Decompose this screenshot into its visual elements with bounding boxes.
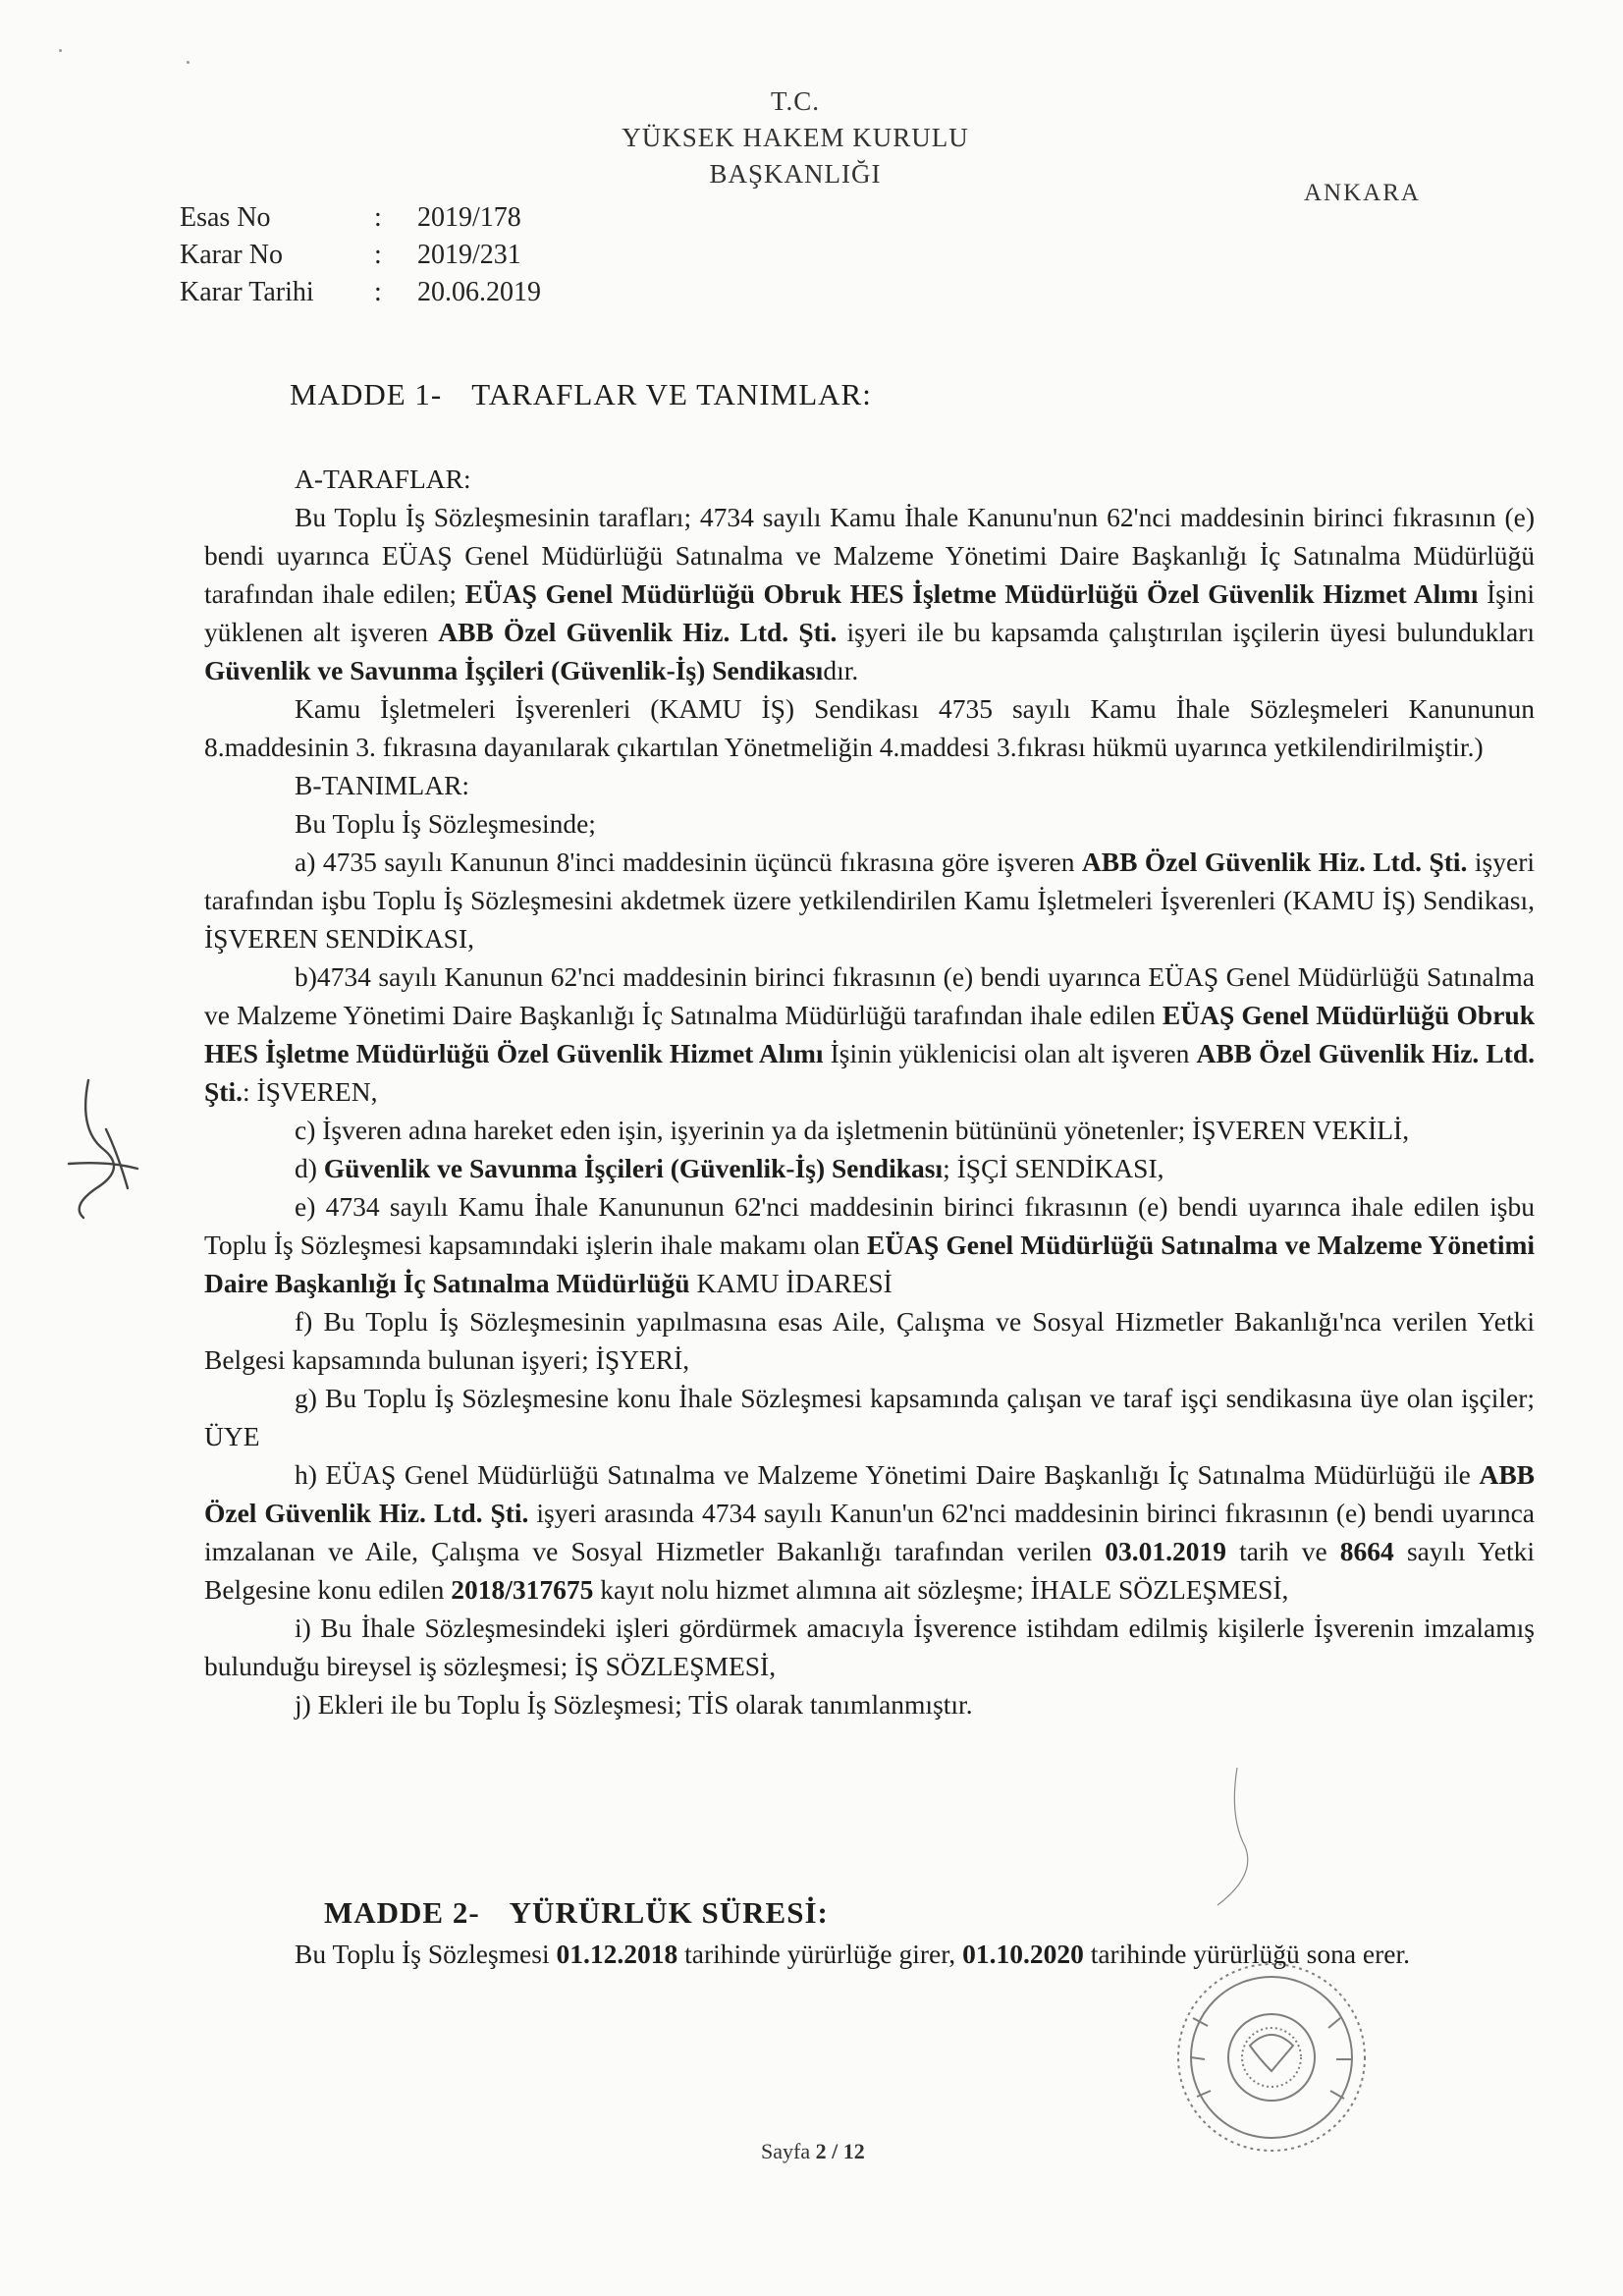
letterhead-line-2: YÜKSEK HAKEM KURULU: [622, 123, 969, 152]
definition-j: j) Ekleri ile bu Toplu İş Sözleşmesi; TİS olarak tanımlanmıştır.: [295, 1689, 973, 1720]
definition-c: c) İşveren adına hareket eden işin, işyerinin ya da işletmenin bütününü yönetenler; İŞVEREN VEKİLİ,: [295, 1115, 1410, 1145]
definition-h: [204, 1455, 1535, 1609]
page-prefix: Sayfa: [761, 2139, 816, 2163]
city-label: ANKARA: [1304, 180, 1421, 206]
handwritten-signature-icon: [59, 1070, 147, 1228]
article-2-title: YÜRÜRLÜK SÜRESİ:: [509, 1895, 829, 1930]
letterhead-line-3: BAŞKANLIĞI: [709, 159, 882, 189]
text-run: e) 4734 sayılı Kamu İhale Kanununun 62'nci maddesinin birinci fıkrasının (e) bendi uyarınca ihale edilen işbu Toplu İş Sözleşmesi kapsamındaki işlerin ihale makamı olan: [204, 1191, 1535, 1260]
bold-run: EÜAŞ Genel Müdürlüğü Obruk HES İşletme Müdürlüğü Özel Güvenlik Hizmet Alımı: [464, 578, 1479, 609]
bold-run: ABB Özel Güvenlik Hiz. Ltd. Şti.: [204, 1038, 1535, 1107]
official-seal-stamp-icon: [1134, 1949, 1389, 2165]
article-1-body: [204, 460, 1535, 1723]
meta-colon: :: [374, 202, 382, 233]
bold-run: 01.10.2020: [962, 1939, 1084, 1969]
letterhead: [550, 83, 1041, 192]
text-run: işyeri tarafından işbu Toplu İş Sözleşmesini akdetmek üzere yetkilendirilen Kamu İşletmeleri İşverenleri (KAMU İŞ) Sendikası, İŞVEREN SENDİKASI,: [204, 847, 1535, 954]
bold-run: EÜAŞ Genel Müdürlüğü Obruk HES İşletme Müdürlüğü Özel Güvenlik Hizmet Alımı: [204, 1000, 1535, 1068]
article-2-heading: [324, 1895, 829, 1931]
text-run: : İŞVEREN,: [242, 1076, 378, 1107]
text-run: KAMU İDARESİ: [689, 1268, 893, 1298]
bold-run: 03.01.2019: [1105, 1536, 1226, 1566]
text-run: işyeri arasında 4734 sayılı Kanun'un 62'nci maddesinin birinci fıkrasının (e) bendi uyarınca imzalanan ve Aile, Çalışma ve Sosyal Hizmetler Bakanlığı tarafından verilen: [204, 1498, 1535, 1566]
bold-run: EÜAŞ Genel Müdürlüğü Satınalma ve Malzeme Yönetimi Daire Başkanlığı İç Satınalma Müdürlüğü: [204, 1230, 1536, 1298]
definition-d: [204, 1149, 1535, 1187]
article-1-title: TARAFLAR VE TANIMLAR:: [471, 377, 872, 411]
authorization-paragraph: Kamu İşletmeleri İşverenleri (KAMU İŞ) Sendikası 4735 sayılı Kamu İhale Sözleşmeleri Kanununun 8.maddesinin 3. fıkrasına dayanılarak çıkartılan Yönetmeliğin 4.maddesi 3.fıkrası hükmü uyarınca yetkilendirilmiştir.): [204, 693, 1535, 762]
text-run: sayılı Yetki Belgesine konu edilen: [204, 1536, 1535, 1605]
bold-run: 2018/317675: [451, 1574, 594, 1605]
definition-b: [204, 957, 1535, 1111]
tarih-value: 20.06.2019: [417, 277, 541, 307]
meta-colon: :: [374, 240, 382, 270]
section-b-heading: B-TANIMLAR:: [295, 770, 470, 800]
definition-a: [204, 843, 1535, 957]
text-run: işyeri ile bu kapsamda çalıştırılan işçilerin üyesi bulundukları: [837, 617, 1535, 647]
bold-run: 01.12.2018: [556, 1939, 678, 1969]
text-run: Bu Toplu İş Sözleşmesi: [295, 1939, 557, 1969]
text-run: kayıt nolu hizmet alımına ait sözleşme; İHALE SÖZLEŞMESİ,: [593, 1574, 1289, 1605]
bold-run: ABB Özel Güvenlik Hiz. Ltd. Şti.: [204, 1459, 1535, 1528]
parties-paragraph: [204, 498, 1535, 689]
text-run: tarih ve: [1226, 1536, 1340, 1566]
definitions-intro: Bu Toplu İş Sözleşmesinde;: [295, 808, 596, 839]
scan-speck: [59, 49, 62, 52]
karar-value: 2019/231: [417, 240, 521, 270]
text-run: d): [295, 1153, 324, 1183]
text-run: tarihinde yürürlüğü sona erer.: [1083, 1939, 1411, 1969]
text-run: dır.: [823, 655, 859, 685]
bold-run: 8664: [1339, 1536, 1394, 1566]
meta-colon: :: [374, 277, 382, 307]
case-meta: [180, 199, 541, 311]
text-run: h) EÜAŞ Genel Müdürlüğü Satınalma ve Malzeme Yönetimi Daire Başkanlığı İç Satınalma Müdürlüğü ile: [295, 1459, 1480, 1490]
definition-e: [204, 1187, 1535, 1302]
page-count: 2 / 12: [815, 2139, 865, 2163]
article-1-number: MADDE 1-: [290, 377, 443, 411]
text-run: a) 4735 sayılı Kanunun 8'inci maddesinin üçüncü fıkrasına göre işveren: [295, 847, 1082, 877]
article-2-number: MADDE 2-: [324, 1895, 480, 1930]
text-run: b)4734 sayılı Kanunun 62'nci maddesinin birinci fıkrasının (e) bendi uyarınca EÜAŞ Genel Müdürlüğü Satınalma ve Malzeme Yönetimi Daire Başkanlığı İç Satınalma Müdürlüğü tarafından ihale edilen: [204, 961, 1535, 1030]
definition-g: g) Bu Toplu İş Sözleşmesine konu İhale Sözleşmesi kapsamında çalışan ve taraf işçi sendikasına üye olan işçiler; ÜYE: [204, 1383, 1535, 1451]
text-run: ; İŞÇİ SENDİKASI,: [943, 1153, 1164, 1183]
text-run: Bu Toplu İş Sözleşmesinin tarafları; 4734 sayılı Kamu İhale Kanunu'nun 62'nci maddesinin birinci fıkrasının (e) bendi uyarınca EÜAŞ Genel Müdürlüğü Satınalma ve Malzeme Yönetimi Daire Başkanlığı İç Satınalma Müdürlüğü tarafından ihale edilen;: [204, 502, 1535, 609]
page-number: [761, 2139, 865, 2164]
meta-row-esas: [180, 199, 541, 237]
text-run: İşinin yüklenicisi olan alt işveren: [823, 1038, 1197, 1068]
bold-run: Güvenlik ve Savunma İşçileri (Güvenlik-İş) Sendikası: [204, 655, 824, 685]
pen-mark-icon: [1188, 1758, 1296, 1915]
article-1-heading: [290, 377, 872, 412]
text-run: İşini yüklenen alt işveren: [204, 578, 1536, 647]
definition-f: f) Bu Toplu İş Sözleşmesinin yapılmasına esas Aile, Çalışma ve Sosyal Hizmetler Bakanlığı'nca verilen Yetki Belgesi kapsamında bulunan işyeri; İŞYERİ,: [204, 1306, 1535, 1375]
tarih-label: Karar Tarihi: [180, 277, 314, 307]
bold-run: Güvenlik ve Savunma İşçileri (Güvenlik-İş) Sendikası: [323, 1153, 944, 1183]
scan-speck: [187, 61, 189, 64]
bold-run: ABB Özel Güvenlik Hiz. Ltd. Şti.: [438, 617, 838, 647]
bold-run: ABB Özel Güvenlik Hiz. Ltd. Şti.: [1081, 847, 1468, 877]
meta-row-karar: [180, 237, 541, 274]
esas-value: 2019/178: [417, 202, 521, 233]
letterhead-line-1: T.C.: [771, 86, 820, 116]
esas-label: Esas No: [180, 202, 271, 233]
definition-i: i) Bu İhale Sözleşmesindeki işleri gördürmek amacıyla İşverence istihdam edilmiş kişilerle İşverenin imzalamış bulunduğu bireysel iş sözleşmesi; İŞ SÖZLEŞMESİ,: [204, 1613, 1535, 1681]
meta-row-tarih: [180, 274, 541, 311]
text-run: tarihinde yürürlüğe girer,: [677, 1939, 963, 1969]
karar-label: Karar No: [180, 240, 283, 270]
section-a-heading: A-TARAFLAR:: [295, 464, 471, 494]
